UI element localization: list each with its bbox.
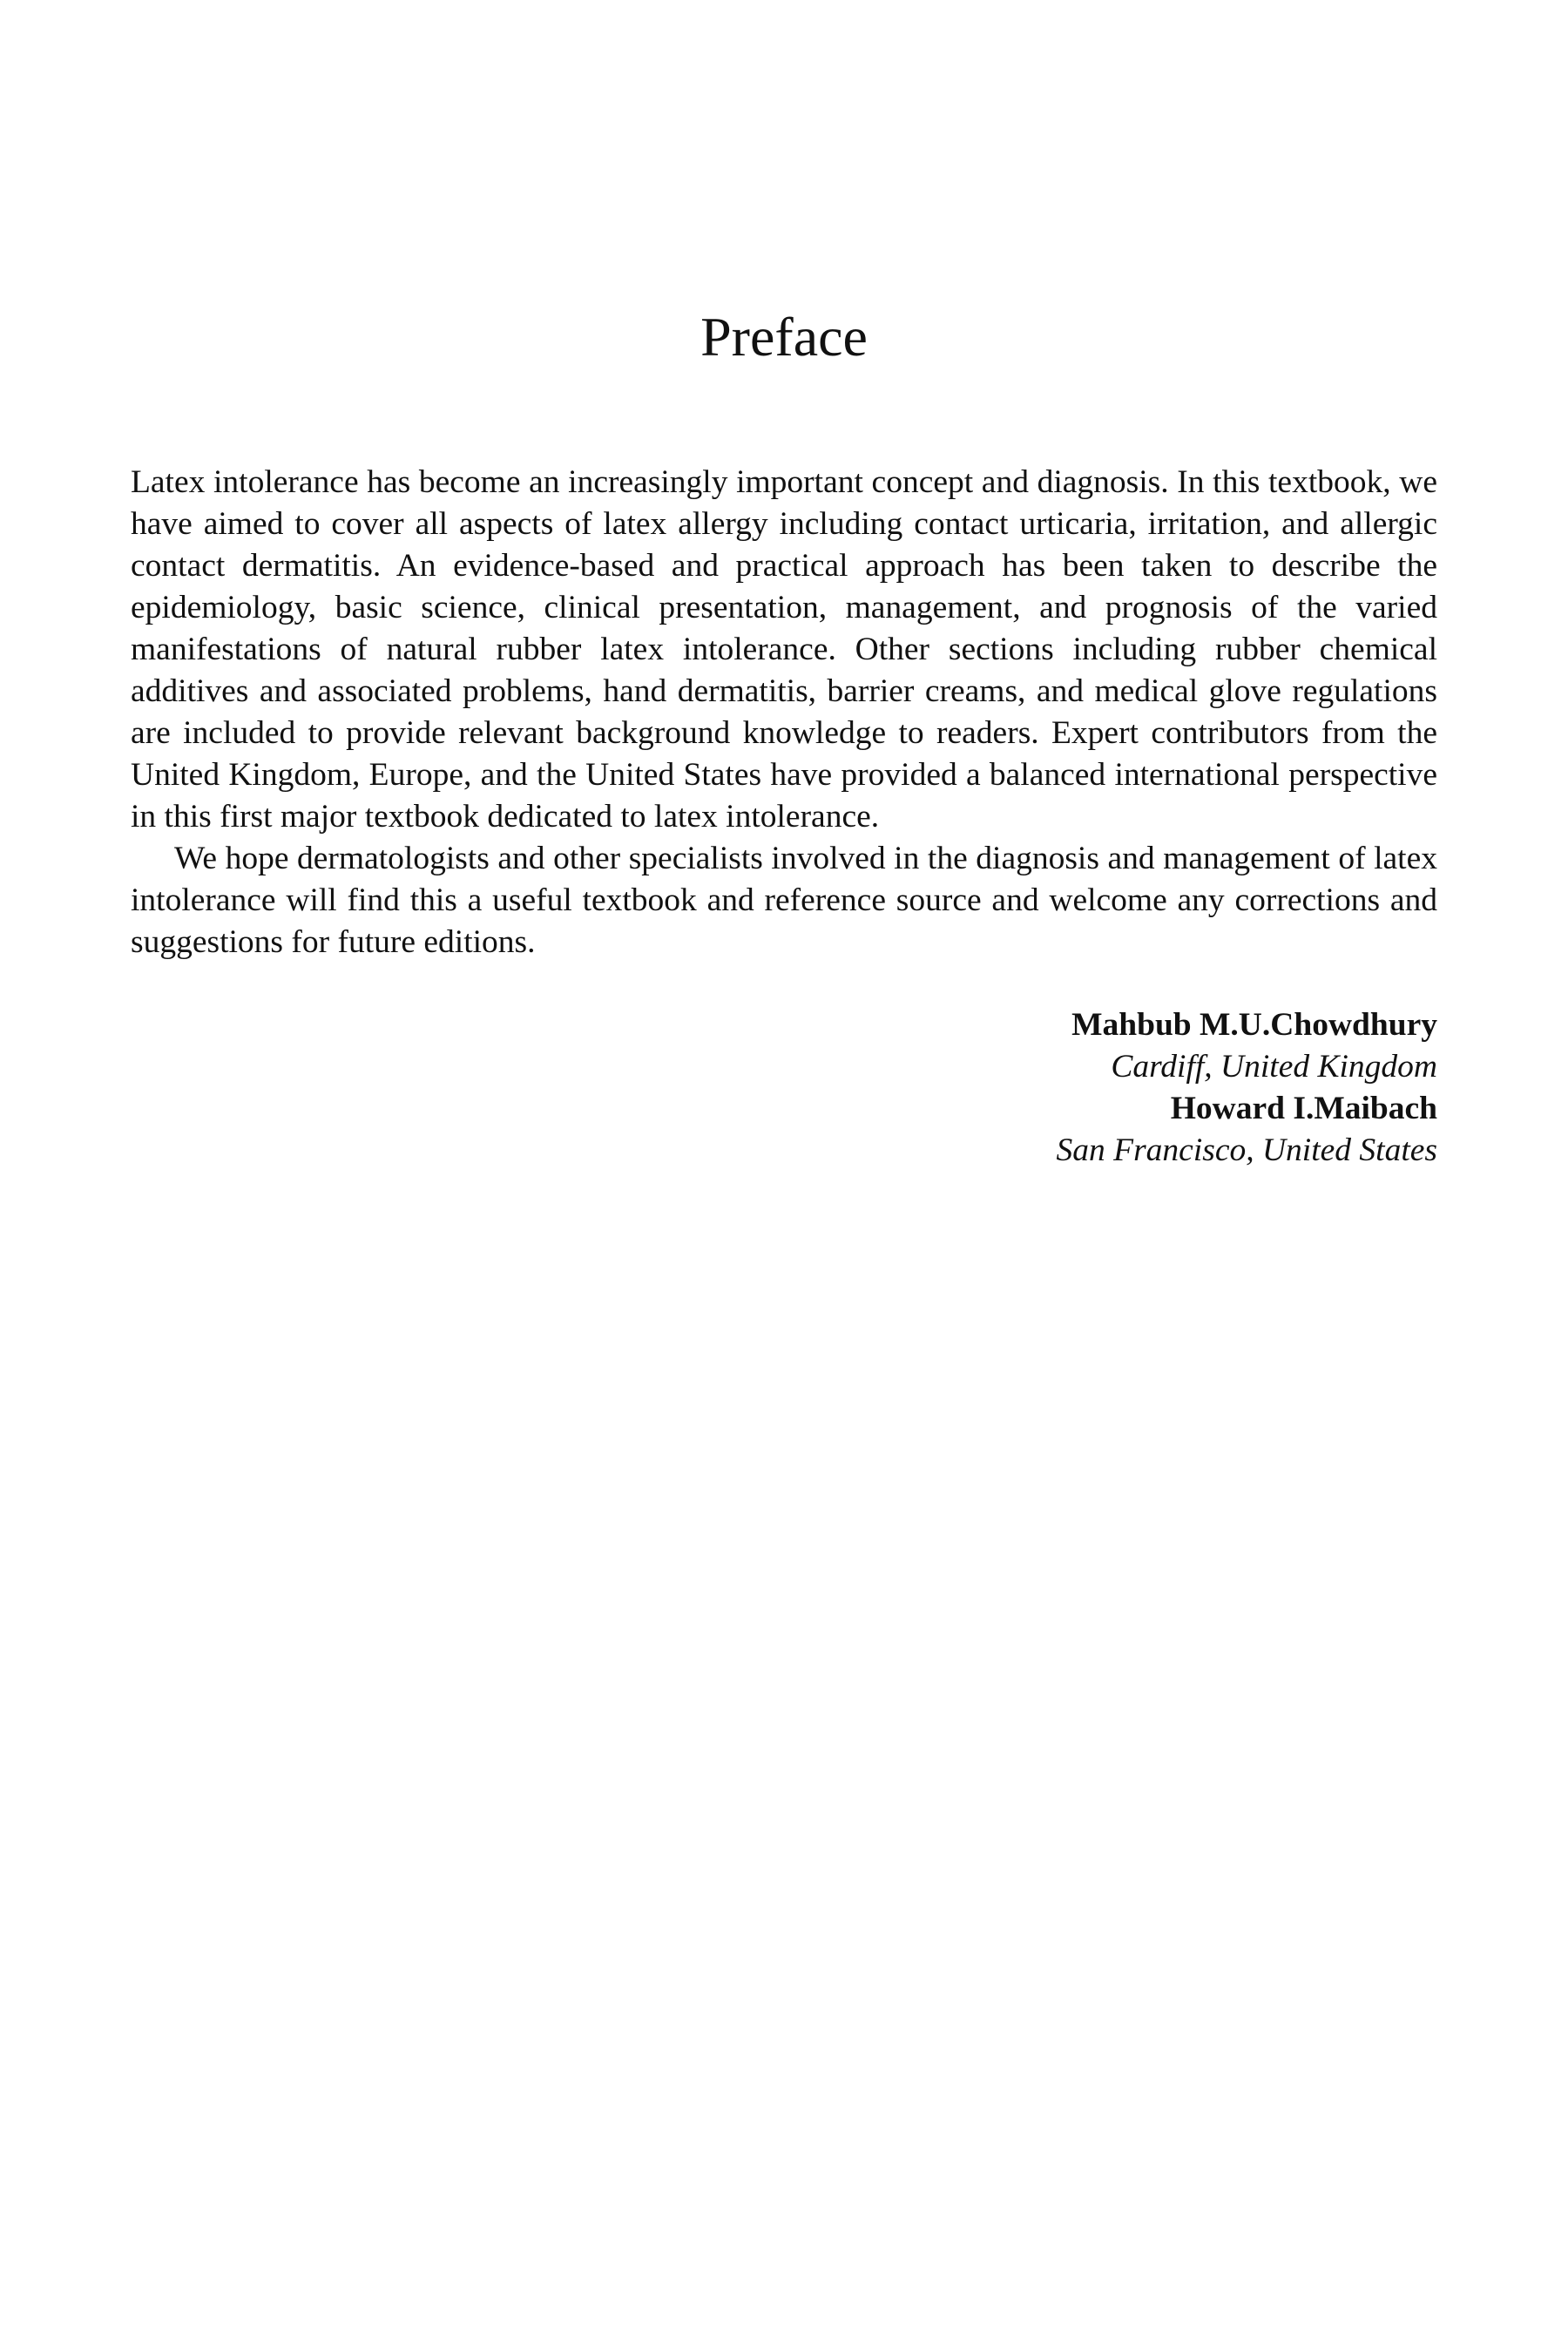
author-signatures <box>131 1004 1437 1172</box>
preface-body <box>131 462 1437 963</box>
page-title: Preface <box>700 306 868 368</box>
author-name-1: Mahbub M.U.Chowdhury <box>1071 1007 1437 1043</box>
author-name-2: Howard I.Maibach <box>1170 1091 1437 1126</box>
paragraph-1: Latex intolerance has become an increasingly important concept and diagnosis. In this textbook, we have aimed to cover all aspects of latex allergy including contact urticaria, irritation, and allergic contact dermatitis. An evidence-based and practical approach has been taken to describe the epidemiology, basic science, clinical presentation, management, and prognosis of the varied manifestations of natural rubber latex intolerance. Other sections including rubber chemical additives and associated problems, hand dermatitis, barrier creams, and medical glove regulations are included to provide relevant background knowledge to readers. Expert contributors from the United Kingdom, Europe, and the United States have provided a balanced international perspective in this first major textbook dedicated to latex intolerance. <box>131 464 1437 835</box>
author-place-1: Cardiff, United Kingdom <box>1111 1049 1437 1085</box>
author-place-2: San Francisco, United States <box>1056 1132 1437 1168</box>
paragraph-2: We hope dermatologists and other specialists involved in the diagnosis and management of latex intolerance will find this a useful textbook and reference source and welcome any corrections and suggestions for future editions. <box>131 841 1437 960</box>
